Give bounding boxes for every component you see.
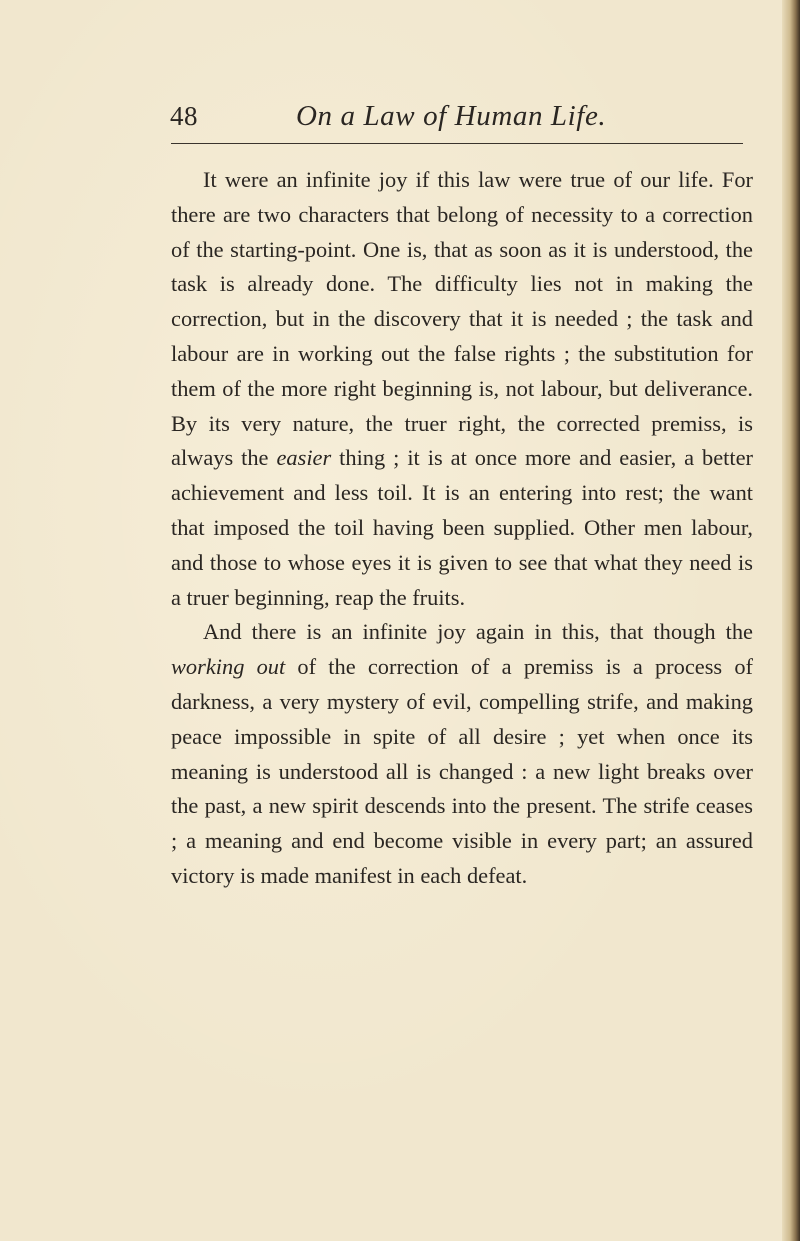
paragraph-1-text: It were an infinite joy if this law were true of our life. For there are two characters that belong of necessity to a correction of the starting-point. One is, that as soon as it is understood, the task is already done. The difficulty lies not in making the correction, but in the discovery that it is needed ; the task and labour are in working out the false rights ; the substitution for them of the more right beginning is, not labour, but deliverance. By its very nature, the truer right, the corrected premiss, is always the	[171, 167, 753, 471]
header-rule	[171, 143, 743, 144]
paragraph-2-text-continued: of the correction of a premiss is a process of darkness, a very mystery of evil, compelling strife, and making peace impossible in spite of all desire ; yet when once its meaning is understood all is changed : a new light breaks over the past, a new spirit descends into the present. The strife ceases ; a meaning and end become visible in every part; an assured victory is made manifest in each defeat.	[171, 654, 753, 888]
running-title: On a Law of Human Life.	[296, 100, 607, 132]
body-text	[171, 163, 753, 894]
paragraph-1-text-continued: thing ; it is at once more and easier, a better achievement and less toil. It is an entering into rest; the want that imposed the toil having been supplied. Other men labour, and those to whose eyes it is given to see that what they need is a truer beginning, reap the fruits.	[171, 445, 753, 610]
paragraph-1	[171, 163, 753, 615]
paragraph-1-emphasis: easier	[276, 445, 332, 471]
paragraph-2	[171, 615, 753, 893]
page-header	[170, 96, 760, 140]
page-edge-shadow	[782, 0, 800, 1241]
page-number: 48	[170, 101, 198, 131]
paragraph-2-text: And there is an infinite joy again in this, that though the	[203, 619, 753, 645]
paragraph-2-emphasis: working out	[171, 654, 286, 680]
